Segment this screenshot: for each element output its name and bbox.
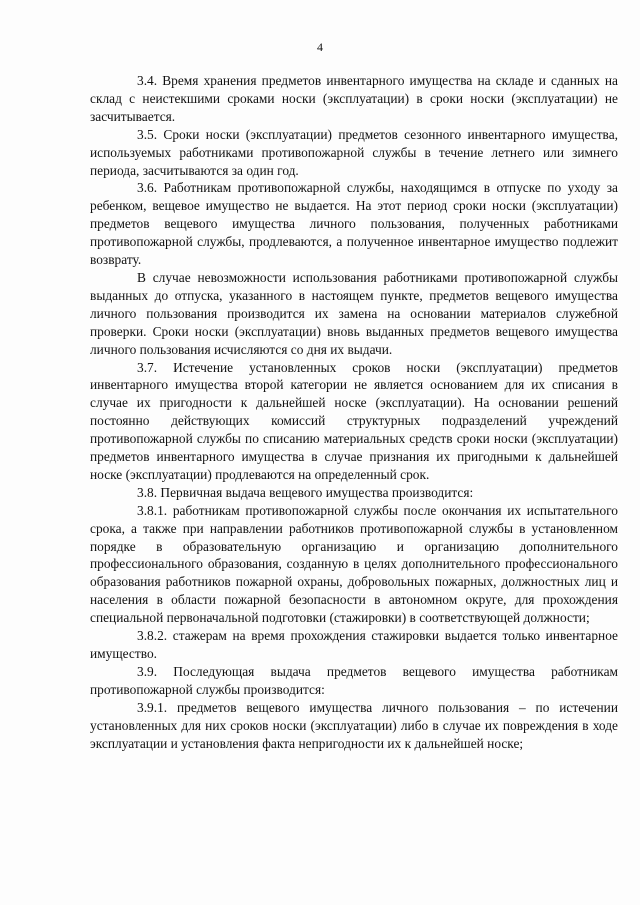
paragraph-3-4: 3.4. Время хранения предметов инвентарного имущества на складе и сданных на склад с неистекшими сроками носки (эксплуатации) в сроки носки (эксплуатации) не засчитывается. xyxy=(90,73,618,124)
paragraph-3-6: 3.6. Работникам противопожарной службы, находящимся в отпуске по уходу за ребенком, вещевое имущество не выдается. На этот период сроки носки (эксплуатации) предметов вещевого имущества личного пользования, полученных работниками противопожарной службы, продлеваются, а полученное инвентарное имущество подлежит возврату. xyxy=(90,180,618,268)
paragraph-3-8-2: 3.8.2. стажерам на время прохождения стажировки выдается только инвентарное имущество. xyxy=(90,628,618,661)
paragraph-3-8: 3.8. Первичная выдача вещевого имущества производится: xyxy=(137,484,474,500)
body-text xyxy=(90,72,618,752)
page-number: 4 xyxy=(317,40,323,54)
paragraph-3-6-continued: В случае невозможности использования работниками противопожарной службы выданных до отпуска, указанного в настоящем пункте, предметов вещевого имущества личного пользования производится их замена на основании материалов служебной проверки. Сроки носки (эксплуатации) вновь выданных предметов вещевого имущества личного пользования исчисляются со дня их выдачи. xyxy=(90,269,618,357)
paragraph-3-9: 3.9. Последующая выдача предметов вещевого имущества работникам противопожарной службы производится: xyxy=(90,663,618,697)
paragraph-3-5: 3.5. Сроки носки (эксплуатации) предметов сезонного инвентарного имущества, используемых работниками противопожарной службы в течение летнего или зимнего периода, засчитываются за один год. xyxy=(90,126,618,178)
paragraph-3-9-1: 3.9.1. предметов вещевого имущества личного пользования – по истечении установленных для них сроков носки (эксплуатации) либо в случае их повреждения в ходе эксплуатации и установления факта непригодности их к дальнейшей носке; xyxy=(90,699,618,751)
paragraph-3-7: 3.7. Истечение установленных сроков носки (эксплуатации) предметов инвентарного имущества второй категории не является основанием для их списания в случае их пригодности к дальнейшей носке (эксплуатации). На основании решений постоянно действующих комиссий структурных подразделений учреждений противопожарной службы по списанию материальных средств сроки носки (эксплуатации) предметов инвентарного имущества в случае признания их пригодными к дальнейшей носке (эксплуатации) продлеваются на определенный срок. xyxy=(90,359,618,482)
paragraph-3-8-1: 3.8.1. работникам противопожарной службы после окончания их испытательного срока, а также при направлении работников противопожарной службы в установленном порядке в образовательную организацию и организацию дополнительного профессионального образования, созданную в целях дополнительного профессионального образования работников пожарной охраны, добровольных пожарных, должностных лиц и населения в области пожарной безопасности в автономном округе, для прохождения специальной первоначальной подготовки (стажировки) в соответствующей должности; xyxy=(90,502,618,626)
